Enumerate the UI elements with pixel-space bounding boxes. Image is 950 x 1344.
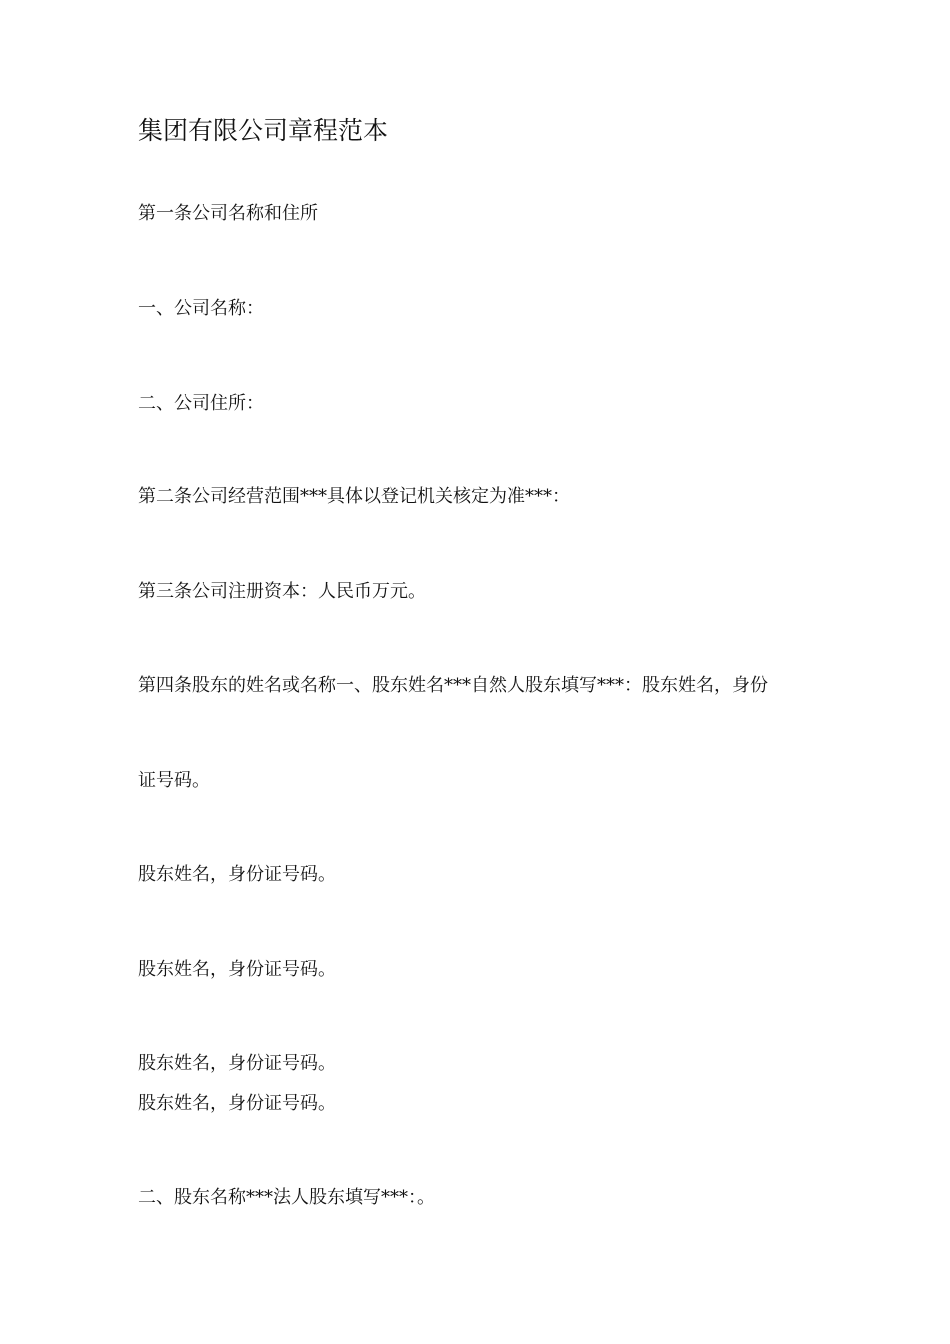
article-1-heading: 第一条公司名称和住所 — [138, 203, 318, 224]
company-name-line: 一、公司名称： — [138, 298, 264, 319]
article-4-continuation: 证号码。 — [138, 770, 210, 791]
article-4-shareholders: 第四条股东的姓名或名称一、股东姓名***自然人股东填写***：股东姓名，身份 — [138, 675, 768, 696]
shareholder-line: 股东姓名，身份证号码。 — [138, 1053, 336, 1074]
company-address-line: 二、公司住所： — [138, 393, 264, 414]
document-title: 集团有限公司章程范本 — [138, 116, 389, 145]
shareholder-line: 股东姓名，身份证号码。 — [138, 864, 336, 885]
article-3-registered-capital: 第三条公司注册资本：人民币万元。 — [138, 581, 426, 602]
legal-person-shareholder-line: 二、股东名称***法人股东填写***：。 — [138, 1187, 435, 1208]
shareholder-line: 股东姓名，身份证号码。 — [138, 1093, 336, 1114]
shareholder-line: 股东姓名，身份证号码。 — [138, 959, 336, 980]
article-2-business-scope: 第二条公司经营范围***具体以登记机关核定为准***： — [138, 486, 570, 507]
